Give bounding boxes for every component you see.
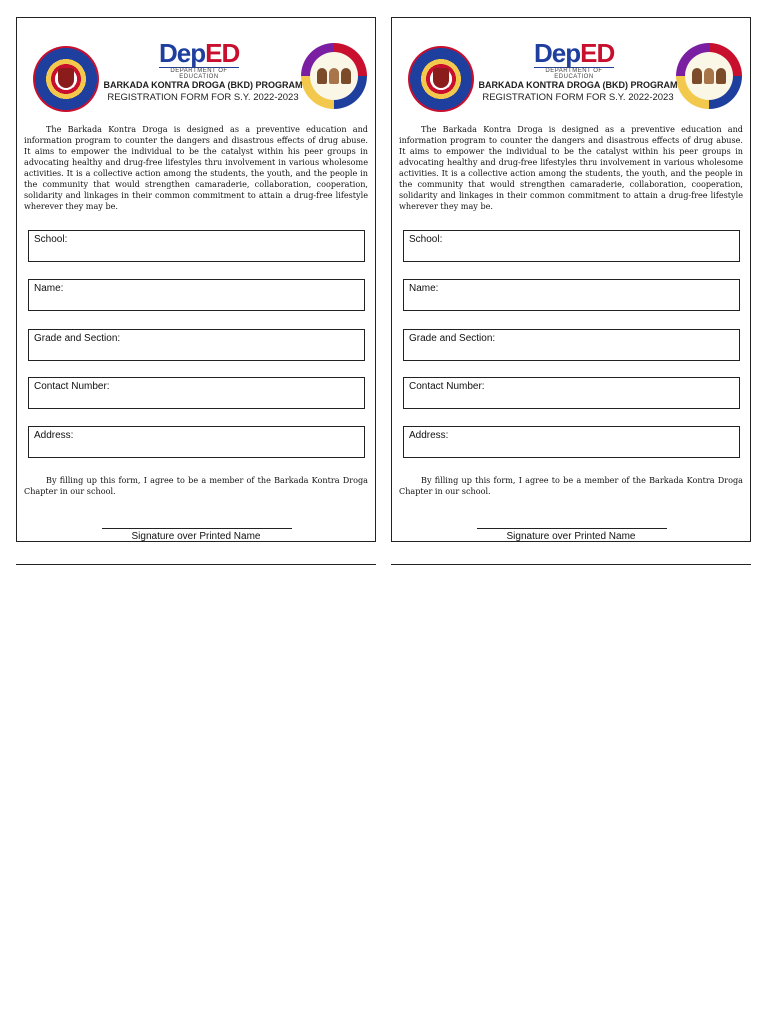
school-field[interactable] <box>28 230 365 262</box>
intro-paragraph: The Barkada Kontra Droga is designed as a preventive education and information program to counter the dangers and disastrous effects of drug abuse. It aims to empower the individual to be the catalyst within his peer groups in advocating healthy and drug-free lifestyles thru involvement in various wholesome activities. It is a collective action among the students, the youth, and the people in the community that would strengthen camaraderie, collaboration, cooperation, solidarity and linkages in their common commitment to attain a drug-free lifestyle wherever they may be. <box>399 124 743 211</box>
intro-paragraph: The Barkada Kontra Droga is designed as a preventive education and information program to counter the dangers and disastrous effects of drug abuse. It aims to empower the individual to be the catalyst within his peer groups in advocating healthy and drug-free lifestyles thru involvement in various wholesome activities. It is a collective action among the students, the youth, and the people in the community that would strengthen camaraderie, collaboration, cooperation, solidarity and linkages in their common commitment to attain a drug-free lifestyle wherever they may be. <box>24 124 368 211</box>
cut-line-right <box>391 564 751 565</box>
contact-number-label: Contact Number: <box>409 381 485 392</box>
agreement-paragraph: By filling up this form, I agree to be a member of the Barkada Kontra Droga Chapter in our school. <box>24 475 368 496</box>
registration-form-left <box>16 17 376 542</box>
signature-line[interactable] <box>102 528 292 529</box>
school-label: School: <box>409 234 443 245</box>
form-subtitle: REGISTRATION FORM FOR S.Y. 2022-2023 <box>107 92 299 103</box>
name-label: Name: <box>409 283 439 294</box>
division-seal-icon <box>408 46 474 112</box>
grade-section-label: Grade and Section: <box>34 333 121 344</box>
signature-line[interactable] <box>477 528 667 529</box>
name-field[interactable] <box>403 279 740 311</box>
contact-number-label: Contact Number: <box>34 381 110 392</box>
signature-label: Signature over Printed Name <box>131 531 261 542</box>
agreement-paragraph: By filling up this form, I agree to be a member of the Barkada Kontra Droga Chapter in our school. <box>399 475 743 496</box>
grade-section-label: Grade and Section: <box>409 333 496 344</box>
program-title: BARKADA KONTRA DROGA (BKD) PROGRAM <box>478 80 678 90</box>
address-label: Address: <box>409 430 449 441</box>
address-field[interactable] <box>403 426 740 458</box>
bkd-seal-icon <box>301 43 367 109</box>
grade-section-field[interactable] <box>403 329 740 361</box>
contact-number-field[interactable] <box>28 377 365 409</box>
deped-logo: DepED DEPARTMENT OF EDUCATION <box>159 38 240 80</box>
signature-label: Signature over Printed Name <box>506 531 636 542</box>
name-field[interactable] <box>28 279 365 311</box>
address-label: Address: <box>34 430 74 441</box>
contact-number-field[interactable] <box>403 377 740 409</box>
bkd-seal-icon <box>676 43 742 109</box>
division-seal-icon <box>33 46 99 112</box>
program-title: BARKADA KONTRA DROGA (BKD) PROGRAM <box>103 80 303 90</box>
name-label: Name: <box>34 283 64 294</box>
form-subtitle: REGISTRATION FORM FOR S.Y. 2022-2023 <box>482 92 674 103</box>
grade-section-field[interactable] <box>28 329 365 361</box>
registration-form-right <box>391 17 751 542</box>
address-field[interactable] <box>28 426 365 458</box>
cut-line-left <box>16 564 376 565</box>
school-field[interactable] <box>403 230 740 262</box>
deped-logo: DepED DEPARTMENT OF EDUCATION <box>534 38 615 80</box>
school-label: School: <box>34 234 68 245</box>
